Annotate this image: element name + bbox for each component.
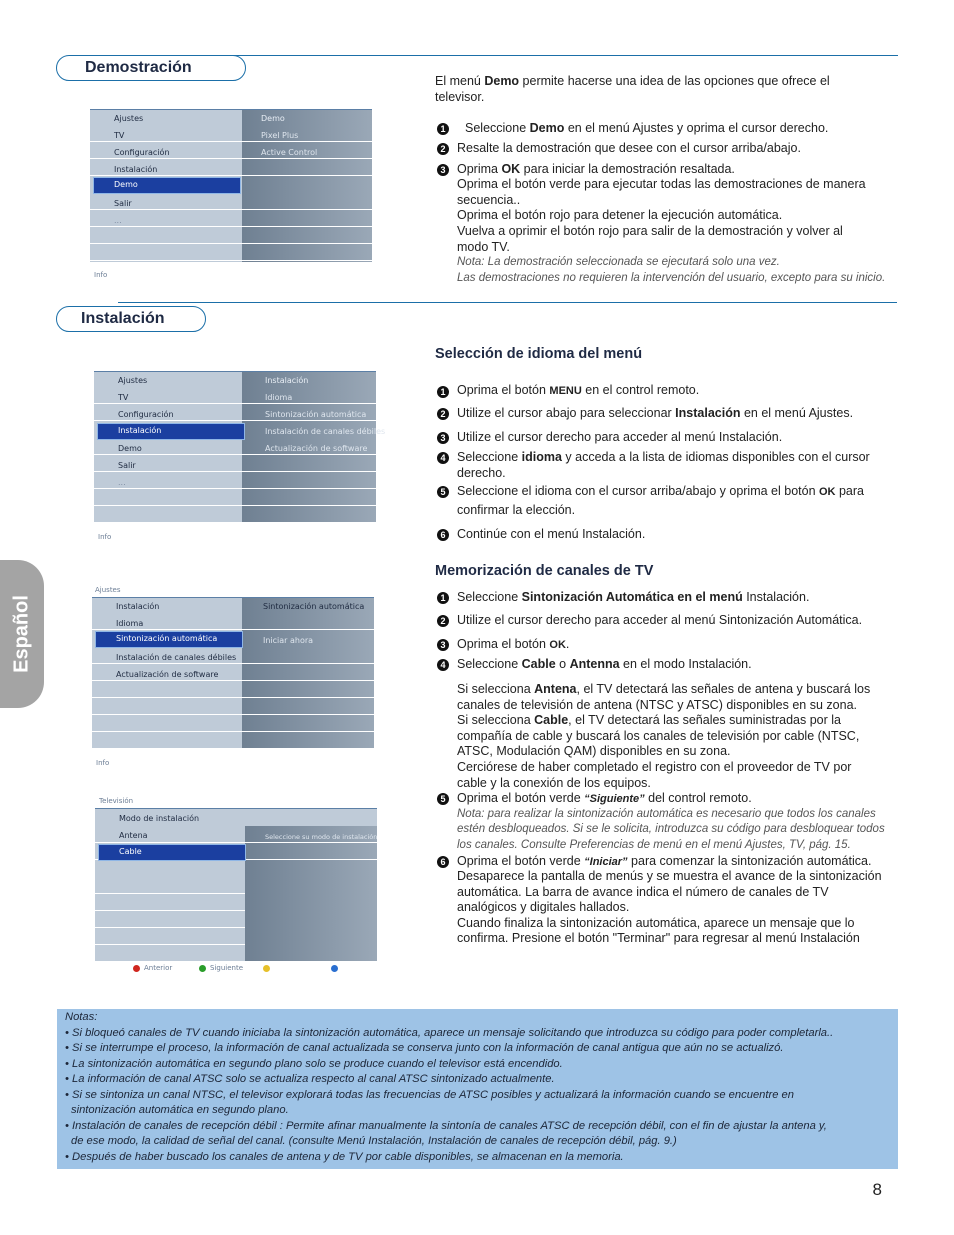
menu-item-weak-channels[interactable]: Instalación de canales débiles <box>116 653 237 662</box>
note-line: de ese modo, la calidad de señal del canal. (consulte Menú Instalación, Instalación de canales de recepción débil, pág. 9.) <box>71 1135 677 1147</box>
memo-cable-line <box>457 713 841 729</box>
note-line: • Si se interrumpe el proceso, la información de canal actualizada se conserva junto con la información de canal antigua que aún no se actualizó. <box>65 1042 784 1054</box>
menu-row-divider <box>94 472 376 489</box>
menu-row-divider <box>92 698 374 715</box>
lang-step-1 <box>457 383 699 400</box>
note-line: • La sintonización automática en segundo plano solo se produce cuando el televisor está encendido. <box>65 1057 563 1070</box>
step-text: Seleccione el idioma con el cursor arriba/abajo y oprima el botón <box>457 484 819 498</box>
install-right-item-weak-channels[interactable]: Instalación de canales débiles <box>265 427 386 436</box>
blue-button-icon[interactable] <box>331 965 338 972</box>
step-bold: “Siguiente” <box>584 793 645 805</box>
install-right-item-software[interactable]: Actualización de software <box>265 444 368 453</box>
menu-item-configuracion[interactable]: Configuración <box>114 148 170 157</box>
side-tab-label: Español <box>10 595 33 673</box>
note-line: sintonización automática en segundo plano. <box>71 1104 289 1116</box>
language-side-tab <box>0 560 44 708</box>
step-number-badge: 2 <box>437 408 449 420</box>
step-text: Oprima <box>457 162 502 176</box>
step-number-badge: 2 <box>437 143 449 155</box>
menu-row-divider <box>95 945 245 962</box>
install-right-item-autotune[interactable]: Sintonización automática <box>265 410 367 419</box>
memo-cable-line: ATSC, Modulación QAM) disponibles en su zona. <box>457 744 731 758</box>
menu-row-divider <box>90 227 372 244</box>
memo-cable-line: cable y la conexión de los equipos. <box>457 776 651 790</box>
para-text: , el TV detectará las señales suministradas por la <box>568 713 841 727</box>
step-bold: OK <box>501 162 521 176</box>
step-text: Oprima el botón verde <box>457 854 585 868</box>
step-text: del control remoto. <box>644 791 752 805</box>
demo-note-1: Nota: La demostración seleccionada se ejecutará solo una vez. <box>457 256 780 268</box>
install-section-title: Instalación <box>56 306 206 332</box>
demo-step-2: Resalte la demostración que desee con el cursor arriba/abajo. <box>457 141 801 155</box>
step-text: Oprima el botón verde <box>457 791 585 805</box>
demo-step-3 <box>457 162 735 178</box>
menu-item-more: ... <box>114 216 122 225</box>
demo-note-2: Las demostraciones no requieren la intervención del usuario, excepto para su inicio. <box>457 272 886 284</box>
lang-step-5-cont: confirmar la elección. <box>457 503 576 517</box>
menu-item-autotune-selected[interactable]: Sintonización automática <box>95 631 243 648</box>
autotune-menu-left-header: Instalación <box>116 602 160 611</box>
mode-menu-breadcrumb: Televisión <box>99 797 134 805</box>
note-line: • Instalación de canales de recepción débil : Permite afinar manualmente la sintonía de canales ATSC de recepción débil, con el fin de ajustar la antena y, <box>65 1119 827 1132</box>
lang-step-4-cont: derecho. <box>457 466 506 480</box>
menu-item-tv[interactable]: TV <box>118 393 129 402</box>
red-button-icon[interactable] <box>133 965 140 972</box>
step-number-badge: 4 <box>437 452 449 464</box>
memo-step-6-line: confirma. Presione el botón "Terminar" para regresar al menú Instalación <box>457 931 860 945</box>
menu-item-demo-selected[interactable]: Demo <box>93 177 241 194</box>
autotune-right-item-start-now[interactable]: Iniciar ahora <box>263 636 314 645</box>
memo-antenna-line <box>457 682 870 698</box>
mode-menu-header: Modo de instalación <box>119 814 200 823</box>
memo-step-5-note: Nota: para realizar la sintonización automática es necesario que todos los canales <box>457 808 876 820</box>
step-text: y acceda a la lista de idiomas disponibles con el cursor <box>561 450 870 464</box>
install-right-item-idioma[interactable]: Idioma <box>265 393 293 402</box>
lang-step-4 <box>457 450 870 466</box>
autotune-menu-breadcrumb: Ajustes <box>95 586 121 594</box>
demo-intro-bold: Demo <box>484 74 520 88</box>
memo-step-5 <box>457 791 752 808</box>
step-bold: Cable <box>521 657 556 671</box>
step-number-badge: 5 <box>437 486 449 498</box>
note-line: • Después de haber buscado los canales de antena y de TV por cable disponibles, se almacenan en la memoria. <box>65 1150 624 1163</box>
step-text: para iniciar la demostración resaltada. <box>520 162 735 176</box>
step-bold: Instalación <box>675 406 741 420</box>
lang-step-3: Utilize el cursor derecho para acceder al menú Instalación. <box>457 430 783 444</box>
memo-antenna-line: canales de televisión de antena (NTSC y ATSC) disponibles en su zona. <box>457 698 857 712</box>
step-number-badge: 3 <box>437 639 449 651</box>
menu-item-configuracion[interactable]: Configuración <box>118 410 174 419</box>
step-text: . <box>565 637 570 651</box>
menu-item-idioma[interactable]: Idioma <box>116 619 144 628</box>
notes-label: Notas: <box>65 1011 98 1023</box>
yellow-button-icon[interactable] <box>263 965 270 972</box>
step-number-badge: 5 <box>437 793 449 805</box>
mode-item-cable-selected[interactable]: Cable <box>98 844 246 861</box>
step-bold: Demo <box>529 121 565 135</box>
memo-cable-line: Cerciórese de haber completado el registro con el proveedor de TV por <box>457 760 852 774</box>
step-number-badge: 2 <box>437 615 449 627</box>
menu-item-salir[interactable]: Salir <box>114 199 132 208</box>
note-line: • La información de canal ATSC solo se actualiza respecto al canal ATSC sintonizado actualmente. <box>65 1073 555 1085</box>
autotune-menu-screen <box>92 597 374 748</box>
lang-step-2 <box>457 406 853 422</box>
memo-step-5-note: estén desbloqueados. Si se le solicita, introduzca su código para desbloquear todos <box>457 823 885 835</box>
page-number: 8 <box>872 1180 882 1199</box>
step-text: Seleccione <box>465 121 530 135</box>
memo-step-2: Utilize el cursor derecho para acceder al menú Sintonización Automática. <box>457 613 863 627</box>
step-text: o <box>555 657 570 671</box>
install-menu-screen <box>94 371 386 522</box>
demo-step-3-line: Oprima el botón rojo para detener la ejecución automática. <box>457 208 783 222</box>
mode-menu-prompt: Seleccione su modo de instalación <box>265 833 378 841</box>
memo-step-5-note: los canales. Consulte Preferencias de menú en el menú Ajustes, TV, pág. 15. <box>457 839 851 851</box>
step-text: Instalación. <box>742 590 810 604</box>
step-text: Seleccione <box>457 590 522 604</box>
step-text: Utilize el cursor abajo para seleccionar <box>457 406 676 420</box>
next-button-label[interactable]: Siguiente <box>210 964 244 972</box>
menu-row-divider <box>90 193 372 210</box>
demo-section-title: Demostración <box>56 55 246 81</box>
step-bold: MENU <box>549 385 582 397</box>
step-text: Oprima el botón <box>457 637 550 651</box>
step-number-badge: 6 <box>437 529 449 541</box>
memo-cable-line: compañía de cable y buscará los canales de televisión por cable (NTSC, <box>457 729 860 743</box>
install-mode-screen <box>95 808 377 961</box>
step-text: en el control remoto. <box>581 383 700 397</box>
lang-step-6: Continúe con el menú Instalación. <box>457 527 646 541</box>
menu-row-divider <box>90 244 372 261</box>
step-bold: idioma <box>521 450 562 464</box>
para-bold: Cable <box>534 713 569 727</box>
install-menu-info: Info <box>98 533 112 541</box>
install-menu-right-header: Instalación <box>265 376 309 385</box>
demo-menu-screen <box>90 109 372 262</box>
step-text: para comenzar la sintonización automática. <box>627 854 872 868</box>
menu-row-divider <box>94 387 376 404</box>
para-bold: Antena <box>534 682 577 696</box>
demo-right-item-pixel-plus[interactable]: Pixel Plus <box>261 131 299 140</box>
step-number-badge: 1 <box>437 592 449 604</box>
menu-item-more: ... <box>118 478 126 487</box>
memo-heading: Memorización de canales de TV <box>435 563 654 579</box>
menu-row-divider <box>92 681 374 698</box>
demo-intro <box>435 74 875 105</box>
demo-step-3-line: Vuelva a oprimir el botón rojo para salir de la demostración y volver al <box>457 224 843 238</box>
step-text: Seleccione <box>457 450 522 464</box>
step-text: en el menú Ajustes y oprima el cursor derecho. <box>564 121 829 135</box>
demo-step-3-line: Oprima el botón verde para ejecutar todas las demostraciones de manera <box>457 177 866 191</box>
demo-step-3-line: secuencia.. <box>457 193 521 207</box>
demo-intro-text-end: permite hacerse una idea de las opciones que ofrece el televisor. <box>435 74 830 104</box>
autotune-menu-info: Info <box>96 759 110 767</box>
step-number-badge: 1 <box>437 386 449 398</box>
menu-item-instalacion[interactable]: Instalación <box>114 165 158 174</box>
memo-step-4 <box>457 657 752 673</box>
lang-step-5 <box>457 484 864 501</box>
mode-item-antena[interactable]: Antena <box>119 831 148 840</box>
step-text: Oprima el botón <box>457 383 550 397</box>
memo-step-6-line: Desaparece la pantalla de menús y se muestra el avance de la sintonización <box>457 869 882 883</box>
step-bold: “Iniciar” <box>584 856 628 868</box>
demo-step-1 <box>465 121 828 137</box>
menu-row-divider <box>94 506 376 523</box>
demo-menu-right-header: Demo <box>261 114 285 123</box>
menu-row-divider <box>95 894 245 911</box>
para-text: Si selecciona <box>457 713 535 727</box>
step-bold: OK <box>549 639 566 651</box>
menu-row-divider <box>95 911 245 928</box>
menu-row-divider <box>92 732 374 749</box>
para-text: , el TV detectará las señales de antena y buscará los <box>576 682 871 696</box>
step-number-badge: 4 <box>437 659 449 671</box>
step-bold: OK <box>819 486 836 498</box>
memo-step-6-line: automática. La barra de avance indica el número de canales de TV <box>457 885 829 899</box>
memo-step-6-line: analógicos y digitales hallados. <box>457 900 630 914</box>
menu-row-divider <box>95 928 245 945</box>
memo-step-3 <box>457 637 569 654</box>
menu-row-divider <box>92 715 374 732</box>
step-number-badge: 3 <box>437 164 449 176</box>
menu-row-divider <box>94 455 376 472</box>
menu-item-demo[interactable]: Demo <box>118 444 142 453</box>
step-number-badge: 6 <box>437 856 449 868</box>
note-line: • Si bloqueó canales de TV cuando iniciaba la sintonización automática, aparece un mensaje solicitando que introduzca su código para poder completarla.. <box>65 1026 834 1039</box>
memo-step-1 <box>457 590 809 606</box>
demo-intro-text: El menú <box>435 74 485 88</box>
step-text: para <box>835 484 864 498</box>
step-text: en el menú Ajustes. <box>740 406 854 420</box>
demo-menu-info: Info <box>94 271 108 279</box>
step-number-badge: 3 <box>437 432 449 444</box>
menu-row-divider <box>90 210 372 227</box>
step-number-badge: 1 <box>437 123 449 135</box>
install-menu-left-header: Ajustes <box>118 376 148 385</box>
menu-item-software-update[interactable]: Actualización de software <box>116 670 219 679</box>
menu-row-divider <box>90 125 372 142</box>
note-line: • Si se sintoniza un canal NTSC, el televisor explorará todas las frecuencias de ATSC posibles y actualizará la información cuando se encuentre en <box>65 1088 794 1101</box>
green-button-icon[interactable] <box>199 965 206 972</box>
demo-menu-left-header: Ajustes <box>114 114 144 123</box>
install-header-rule <box>118 302 897 303</box>
menu-item-salir[interactable]: Salir <box>118 461 136 470</box>
notes-box <box>57 1009 898 1169</box>
previous-button-label[interactable]: Anterior <box>144 964 173 972</box>
step-bold: Antenna <box>569 657 620 671</box>
step-text: en el modo Instalación. <box>619 657 752 671</box>
autotune-menu-right-header: Sintonización automática <box>263 602 365 611</box>
menu-item-instalacion-selected[interactable]: Instalación <box>97 423 245 440</box>
lang-heading: Selección de idioma del menú <box>435 346 643 362</box>
menu-row-divider <box>95 877 245 894</box>
step-text: Seleccione <box>457 657 522 671</box>
demo-step-3-line: modo TV. <box>457 240 510 254</box>
memo-step-6-line: Cuando finaliza la sintonización automática, aparece un mensaje que lo <box>457 916 855 930</box>
demo-right-item-active-control[interactable]: Active Control <box>261 148 318 157</box>
menu-item-tv[interactable]: TV <box>114 131 125 140</box>
step-bold: Sintonización Automática en el menú <box>521 590 743 604</box>
para-text: Si selecciona <box>457 682 535 696</box>
menu-row-divider <box>94 489 376 506</box>
